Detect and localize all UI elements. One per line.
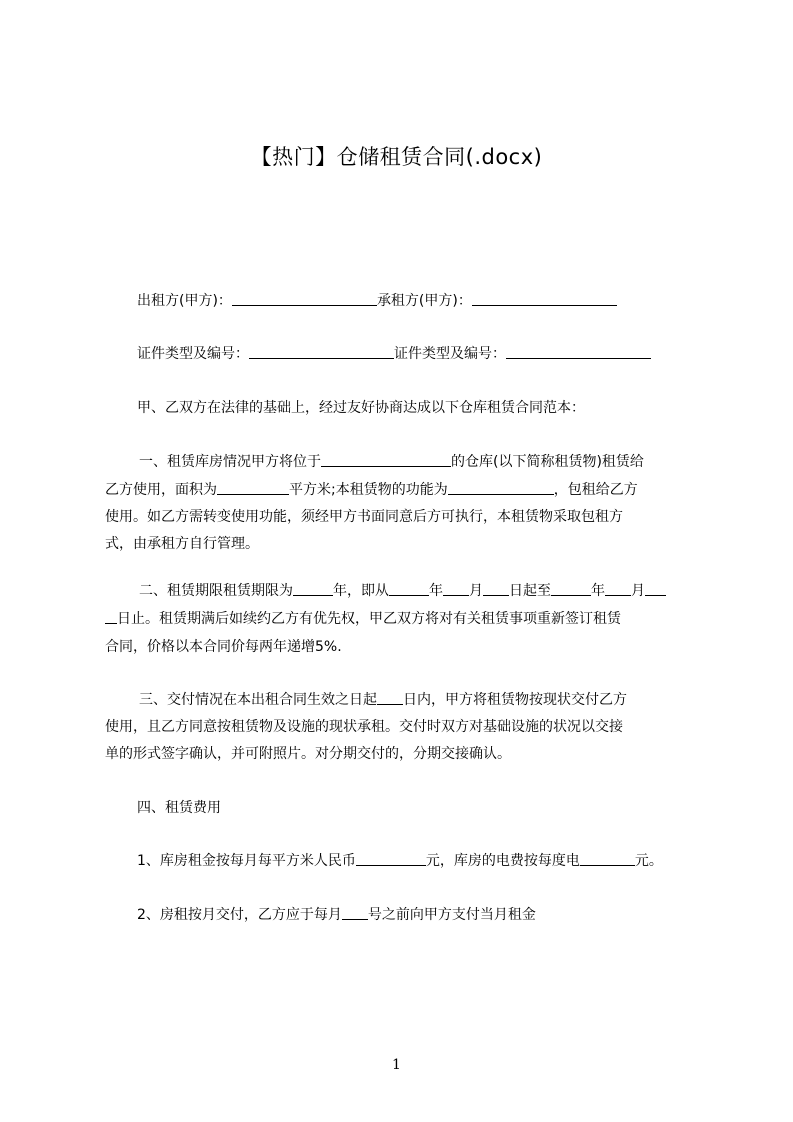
page-number: 1 — [392, 1057, 401, 1073]
section-4-item-1 — [137, 851, 663, 871]
section-2-text-c: 年 — [429, 583, 443, 599]
section-4-heading: 四、租赁费用 — [137, 800, 221, 816]
section-1-line-3: 使用。如乙方需转变使用功能，须经甲方书面同意后方可执行，本租赁物采取包租方 — [105, 509, 623, 525]
item-1-text-b: 元，库房的电费按每度电 — [425, 853, 580, 869]
section-2-text-f: 年 — [591, 583, 605, 599]
lessor-lessee-line — [137, 291, 617, 311]
id-type-label-2: 证件类型及编号： — [394, 346, 506, 362]
section-3-line-3: 单的形式签字确认，并可附照片。对分期交付的，分期交接确认。 — [105, 746, 511, 762]
item-1-text-c: 元。 — [634, 853, 663, 869]
lessee-label: 承租方(甲方)： — [376, 293, 472, 309]
delivery-days-blank — [377, 690, 403, 705]
end-day-blank-b — [105, 609, 117, 624]
section-3-line-2: 使用，且乙方同意按租赁物及设施的现状承租。交付时双方对基础设施的状况以交接 — [105, 719, 623, 735]
section-1-text-c: 乙方使用，面积为 — [105, 482, 217, 498]
warehouse-location-blank — [321, 452, 451, 467]
item-2-text-b: 号之前向甲方支付当月租金 — [367, 907, 536, 923]
function-blank — [448, 480, 554, 495]
id-type-line — [137, 344, 651, 364]
start-day-blank — [483, 581, 509, 596]
end-month-blank — [605, 581, 631, 596]
end-year-blank — [551, 581, 591, 596]
section-2-text-e: 日起至 — [509, 583, 551, 599]
section-1-line-1 — [139, 452, 644, 472]
lease-years-blank — [293, 581, 333, 596]
section-2-line-2 — [105, 609, 621, 629]
payment-day-blank — [342, 905, 368, 920]
id-type-blank-1 — [249, 344, 394, 359]
section-3-text-a: 三、交付情况在本出租合同生效之日起 — [139, 692, 377, 708]
lessor-blank — [232, 291, 377, 306]
start-year-blank — [389, 581, 429, 596]
section-4-item-2 — [137, 905, 536, 925]
section-1-text-b: 的仓库(以下简称租赁物)租赁给 — [451, 454, 644, 470]
section-2-line-3: 合同，价格以本合同价每两年递增5%. — [105, 639, 342, 655]
electricity-price-blank — [580, 851, 635, 866]
lessor-label: 出租方(甲方)： — [137, 293, 232, 309]
section-2-line-1 — [139, 581, 666, 601]
section-2-text-b: 年，即从 — [333, 583, 389, 599]
lessee-blank — [472, 291, 617, 306]
id-type-blank-2 — [506, 344, 651, 359]
section-1-text-a: 一、租赁库房情况甲方将位于 — [139, 454, 321, 470]
preamble-line: 甲、乙双方在法律的基础上，经过友好协商达成以下仓库租赁合同范本： — [137, 400, 585, 416]
id-type-label-1: 证件类型及编号： — [137, 346, 249, 362]
section-1-line-4: 式，由承租方自行管理。 — [105, 536, 259, 552]
section-2-text-h: 日止。租赁期满后如续约乙方有优先权，甲乙双方将对有关租赁事项重新签订租赁 — [117, 611, 621, 627]
area-blank — [217, 480, 289, 495]
item-2-text-a: 2、房租按月交付，乙方应于每月 — [137, 907, 342, 923]
section-1-text-d: 平方米;本租赁物的功能为 — [289, 482, 448, 498]
section-1-line-2 — [105, 480, 638, 500]
section-1-text-e: ，包租给乙方 — [553, 482, 638, 498]
section-2-text-g: 月 — [631, 583, 645, 599]
section-2-text-d: 月 — [469, 583, 483, 599]
document-title: 【热门】仓储租赁合同(.docx) — [250, 145, 543, 169]
section-3-line-1 — [139, 690, 627, 710]
section-3-text-b: 日内，甲方将租赁物按现状交付乙方 — [403, 692, 627, 708]
section-2-text-a: 二、租赁期限租赁期限为 — [139, 583, 293, 599]
end-day-blank-a — [645, 581, 666, 596]
item-1-text-a: 1、库房租金按每月每平方米人民币 — [137, 853, 356, 869]
start-month-blank — [443, 581, 469, 596]
rent-price-blank — [356, 851, 426, 866]
